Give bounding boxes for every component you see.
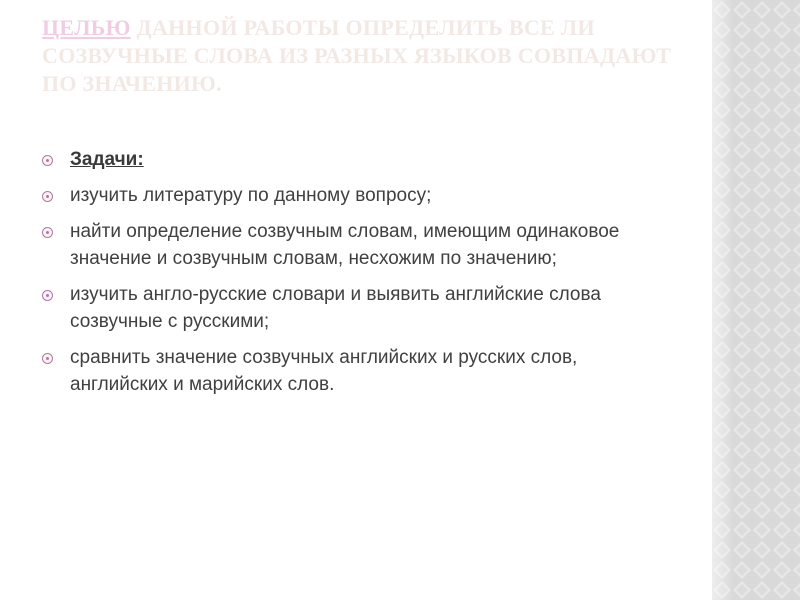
bullet-icon [42, 290, 53, 301]
bullet-icon [42, 155, 53, 166]
list-item [42, 281, 672, 335]
task-text: сравнить значение созвучных английских и русских слов, английских и марийских слов. [70, 347, 578, 395]
task-text: изучить литературу по данному вопросу; [70, 185, 432, 206]
list-item [42, 218, 672, 272]
list-item [42, 344, 672, 398]
bullet-icon [42, 353, 53, 364]
decorative-diamond-pattern [712, 0, 800, 600]
list-item [42, 182, 672, 209]
bullet-icon [42, 227, 53, 238]
title-text: ДАННОЙ РАБОТЫ ОПРЕДЕЛИТЬ ВСЕ ЛИ СОЗВУЧНЫЕ СЛОВА ИЗ РАЗНЫХ ЯЗЫКОВ СОВПАДАЮТ ПО ЗНАЧЕНИЮ. [42, 15, 672, 96]
slide-title [42, 14, 682, 98]
bullet-icon [42, 191, 53, 202]
list-item-heading [42, 146, 672, 173]
task-text: изучить англо-русские словари и выявить английские слова созвучные с русскими; [70, 284, 601, 332]
task-list [42, 146, 672, 407]
title-accent: ЦЕЛЬЮ [42, 15, 131, 40]
tasks-heading: Задачи: [70, 149, 144, 170]
task-text: найти определение созвучным словам, имеющим одинаковое значение и созвучным словам, несхожим по значению; [70, 221, 620, 269]
